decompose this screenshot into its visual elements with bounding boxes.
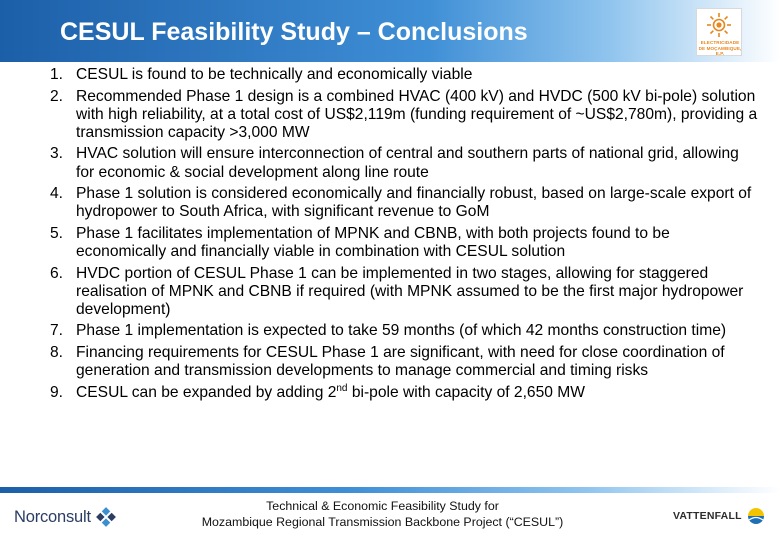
list-item-text: Phase 1 facilitates implementation of MPNK and CBNB, with both projects found to be economically and financially viable in combination with CESUL solution	[76, 224, 670, 261]
list-item-text: CESUL is found to be technically and economically viable	[76, 66, 473, 83]
list-item-number: 5.	[50, 224, 64, 242]
conclusions-list	[18, 66, 760, 405]
list-item-superscript: nd	[336, 382, 348, 394]
footer-caption	[175, 498, 590, 530]
edm-logo-line2: DE MOÇAMBIQUE, E.P.	[698, 46, 742, 56]
list-item	[18, 185, 760, 221]
list-item-number: 6.	[50, 264, 64, 282]
footer-divider	[0, 487, 780, 493]
slide-header	[0, 0, 780, 62]
list-item-text: HVAC solution will ensure interconnection of central and southern parts of national grid, allowing for economic & social development along line route	[76, 145, 739, 181]
sun-logo-icon	[706, 12, 732, 38]
list-item-text: Phase 1 implementation is expected to take 59 months (of which 42 months construction time)	[76, 322, 727, 340]
slide-title: CESUL Feasibility Study – Conclusions	[60, 18, 528, 46]
list-item-text: Recommended Phase 1 design is a combined HVAC (400 kV) and HVDC (500 kV bi-pole) solution with high reliability, at a total cost of US$2,119m (funding requirement of ~US$2,780m), providing a transmission capacity >3,000 MW	[76, 87, 758, 141]
list-item-text-after: bi-pole with capacity of 2,650 MW	[347, 383, 585, 401]
norconsult-diamond-icon	[95, 506, 117, 528]
list-item-number: 8.	[50, 343, 64, 361]
list-item	[18, 322, 760, 340]
footer-caption-line2: Mozambique Regional Transmission Backbone Project (“CESUL”)	[201, 515, 564, 529]
list-item	[18, 66, 760, 84]
list-item-text: Phase 1 solution is considered economically and financially robust, based on large-scale export of hydropower to South Africa, with significant revenue to GoM	[76, 185, 752, 221]
list-item-text: Financing requirements for CESUL Phase 1 are significant, with need for close coordination of generation and transmission developments to manage commercial and timing risks	[76, 343, 725, 380]
vattenfall-logo	[673, 506, 767, 526]
list-item-text-before: CESUL can be expanded by adding 2	[76, 383, 337, 401]
list-item	[18, 225, 760, 261]
vattenfall-sun-icon	[745, 506, 767, 526]
list-item	[18, 344, 760, 380]
norconsult-logo-name: Norconsult	[14, 507, 91, 526]
norconsult-logo	[14, 506, 117, 528]
footer-caption-line1: Technical & Economic Feasibility Study for	[266, 499, 499, 513]
list-item	[18, 145, 760, 181]
edm-logo	[696, 8, 742, 56]
list-item-number: 9.	[50, 383, 64, 401]
list-item-number: 1.	[50, 66, 64, 83]
vattenfall-logo-name: VATTENFALL	[673, 510, 742, 522]
list-item-number: 7.	[50, 322, 64, 340]
list-item-text: HVDC portion of CESUL Phase 1 can be implemented in two stages, allowing for staggered realisation of MPNK and CBNB if required (with MPNK assumed to be the first major hydropower development)	[76, 264, 744, 318]
list-item	[18, 88, 760, 143]
list-item	[18, 265, 760, 320]
list-item-number: 4.	[50, 185, 64, 203]
list-item-number: 2.	[50, 87, 64, 105]
edm-logo-line1: ELECTRICIDADE	[700, 40, 740, 45]
list-item	[18, 384, 760, 402]
list-item-number: 3.	[50, 145, 64, 163]
